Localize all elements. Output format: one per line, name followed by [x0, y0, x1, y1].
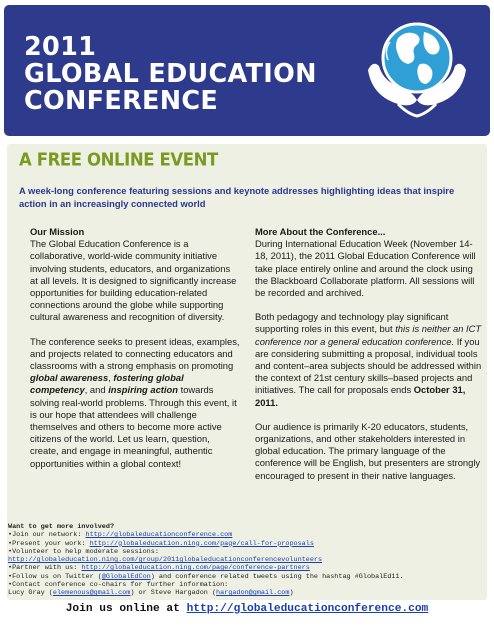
mission-p2-text-c: ,	[108, 372, 114, 384]
more-about-paragraph-1: During International Education Week (November 14-18, 2011), the 2011 Global Education Conference will take place entirely online and around the clock using the Blackboard Collaborate platform. All sessions will be recorded and archived.	[255, 238, 476, 299]
get-involved-section	[8, 523, 488, 598]
lucy-gray-email-link[interactable]: elemenous@gmail.com	[52, 589, 131, 598]
twitter-handle-link[interactable]: @GlobalEdCon	[101, 572, 151, 581]
mission-column	[30, 226, 240, 482]
title-line-global-education: GLOBAL EDUCATION	[24, 59, 317, 89]
conference-partners-link[interactable]: http://globaleducation.ning.com/page/conference-partners	[81, 564, 310, 573]
volunteers-group-link[interactable]: http://globaleducation.ning.com/group/2011globaleducationconferencevolunteers	[8, 556, 323, 565]
mission-paragraph-1: The Global Education Conference is a collaborative, world-wide community initiative involving students, educators, and organizations at all levels. It is designed to significantly increase opportunities for building education-related connections around the globe while supporting cultural awareness and recognition of diversity.	[30, 238, 237, 323]
more-p2-text-a: Both pedagogy and technology play significant supporting roles in this event, but	[255, 311, 449, 335]
more-p2-text-c: If you are considering submitting a proposal, individual tools and content–area subjects should be addressed within the context of 21st century skills–based projects and initiatives. The call for proposals ends	[255, 335, 482, 396]
emphasis-not-ict-conference: this is neither an ICT conference nor a general education conference.	[255, 323, 482, 347]
twitter-item	[8, 573, 488, 581]
partner-item	[8, 564, 488, 572]
more-about-paragraph-3: Our audience is primarily K-20 educators, students, organizations, and other stakeholders interested in global education. The primary language of the conference will be English, but presenters are strongly encouraged to present in their native languages.	[255, 420, 481, 481]
mission-heading: Our Mission	[30, 226, 85, 237]
event-headline: A FREE ONLINE EVENT	[19, 149, 218, 170]
steve-hargadon-email-link[interactable]: hargadon@gmail.com	[216, 589, 290, 598]
mission-paragraph-2	[30, 336, 240, 470]
mission-p2-text-g: towards solving real-world problems. Through this event, it is our hope that attendees will challenge themselves and others to become more active citizens of the world. Let us learn, question, create, and engage in meaningful, authentic opportunities within a global context!	[30, 384, 237, 469]
contact-text-a: Lucy Gray (	[8, 589, 53, 598]
join-network-item	[8, 531, 488, 539]
twitter-text-a: •Follow us on Twitter (	[8, 572, 102, 581]
partner-label: •Partner with us:	[8, 564, 82, 573]
present-work-item	[8, 540, 488, 548]
twitter-text-b: ) and conference related tweets using the hashtag #GlobalEd11.	[150, 572, 404, 581]
join-network-label: •Join our network:	[8, 531, 86, 540]
emphasis-inspiring-action: inspiring action	[108, 384, 178, 396]
call-for-proposals-link[interactable]: http://globaleducation.ning.com/page/call-for-proposals	[89, 539, 314, 548]
volunteer-label: •Volunteer to help moderate sessions:	[8, 547, 159, 556]
contact-text-b: ) or Steve Hargadon (	[130, 589, 217, 598]
footer-label: Join us online at	[65, 603, 187, 615]
page-title	[24, 34, 344, 115]
contact-item	[8, 589, 488, 597]
footer-website-link[interactable]: http://globaleducationconference.com	[186, 603, 429, 615]
event-subhead: A week-long conference featuring sessions and keynote addresses highlighting ideas that inspire action in an increasingly connected world	[19, 185, 455, 209]
title-year: 2011	[24, 32, 97, 62]
mission-p2-text-e: , and	[84, 384, 109, 396]
contact-label: •Contact conference co-chairs for further information:	[8, 581, 229, 590]
present-work-label: •Present your work:	[8, 539, 90, 548]
involved-heading: Want to get more involved?	[8, 523, 115, 531]
more-about-heading: More About the Conference...	[255, 226, 386, 237]
title-line-conference: CONFERENCE	[24, 86, 219, 116]
footer-join-online	[0, 603, 494, 615]
mission-p2-text-a: The conference seeks to present ideas, examples, and projects related to connecting educators and classrooms with a strong emphasis on promoting	[30, 335, 240, 372]
globe-in-hands-icon	[358, 8, 476, 126]
join-network-link[interactable]: http://globaleducationconference.com	[85, 531, 233, 540]
emphasis-global-awareness: global awareness	[30, 372, 109, 384]
proposal-deadline: October 31, 2011.	[255, 384, 466, 408]
more-about-paragraph-2	[255, 311, 483, 409]
contact-text-c: )	[289, 589, 294, 598]
more-about-column	[255, 226, 483, 494]
emphasis-global-competency: fostering global competency	[30, 372, 184, 396]
